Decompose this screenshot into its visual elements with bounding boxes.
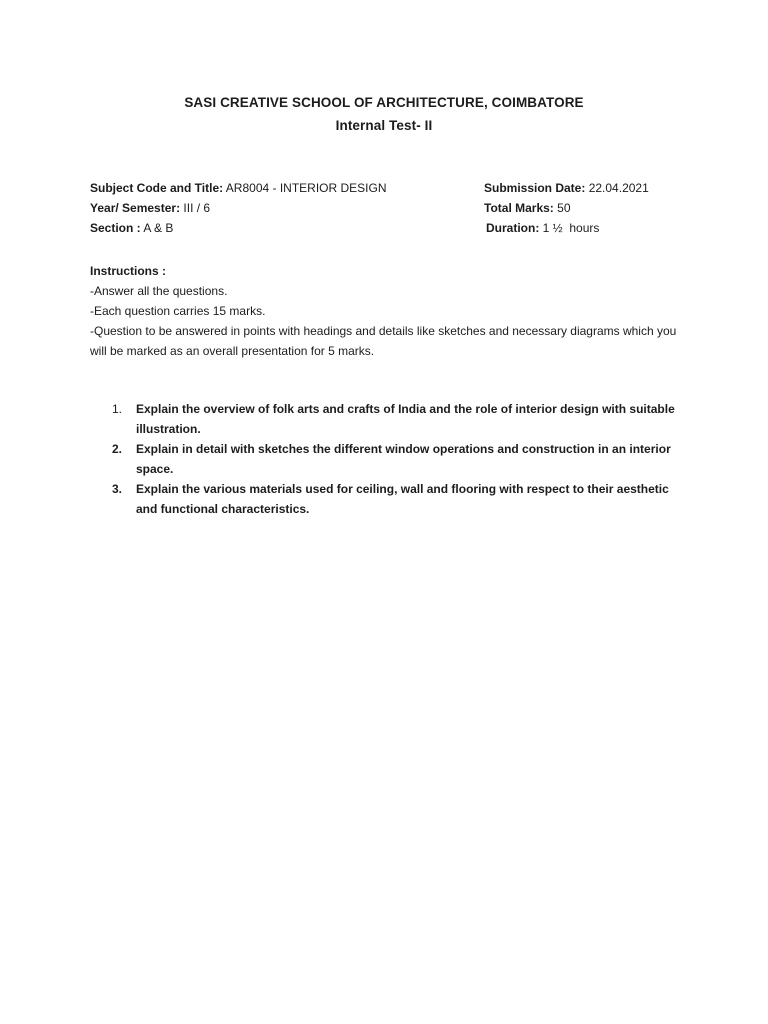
year-info (90, 201, 210, 215)
subject-info (90, 181, 387, 195)
question-text: Explain in detail with sketches the different window operations and construction in an interior space. (136, 442, 671, 476)
meta-row-subject (90, 181, 690, 199)
question-number: 1. (112, 402, 123, 416)
subject-value: AR8004 - INTERIOR DESIGN (225, 181, 387, 195)
instructions-heading: Instructions : (90, 264, 167, 278)
duration-label: Duration: (486, 221, 540, 235)
question-number: 2. (112, 442, 123, 456)
submission-value: 22.04.2021 (588, 181, 649, 195)
section-info (90, 221, 173, 235)
year-label: Year/ Semester: (90, 201, 181, 215)
question-list (112, 399, 682, 519)
subject-label: Subject Code and Title: (90, 181, 224, 195)
school-name: SASI CREATIVE SCHOOL OF ARCHITECTURE, COIMBATORE (184, 95, 584, 110)
question-item (112, 479, 682, 519)
marks-label: Total Marks: (484, 201, 554, 215)
instructions-block (90, 261, 690, 361)
meta-row-section (90, 221, 690, 239)
section-label: Section : (90, 221, 141, 235)
question-item (112, 439, 682, 479)
question-item (112, 399, 682, 439)
instruction-item: -Question to be answered in points with headings and details like sketches and necessary diagrams which you will be marked as an overall presentation for 5 marks. (90, 324, 677, 358)
duration-value: 1 ½ hours (542, 221, 600, 235)
question-number: 3. (112, 482, 123, 496)
question-text: Explain the overview of folk arts and crafts of India and the role of interior design with suitable illustration. (136, 402, 675, 436)
test-title: Internal Test- II (335, 118, 433, 133)
submission-info (484, 181, 649, 195)
section-value: A & B (143, 221, 174, 235)
year-value: III / 6 (183, 201, 211, 215)
instruction-item: -Answer all the questions. (90, 284, 228, 298)
question-text: Explain the various materials used for ceiling, wall and flooring with respect to their aesthetic and functional characteristics. (136, 482, 669, 516)
submission-label: Submission Date: (484, 181, 586, 195)
instruction-item: -Each question carries 15 marks. (90, 304, 266, 318)
marks-value: 50 (557, 201, 571, 215)
meta-row-year (90, 201, 690, 219)
duration-info (486, 221, 599, 235)
marks-info (484, 201, 571, 215)
